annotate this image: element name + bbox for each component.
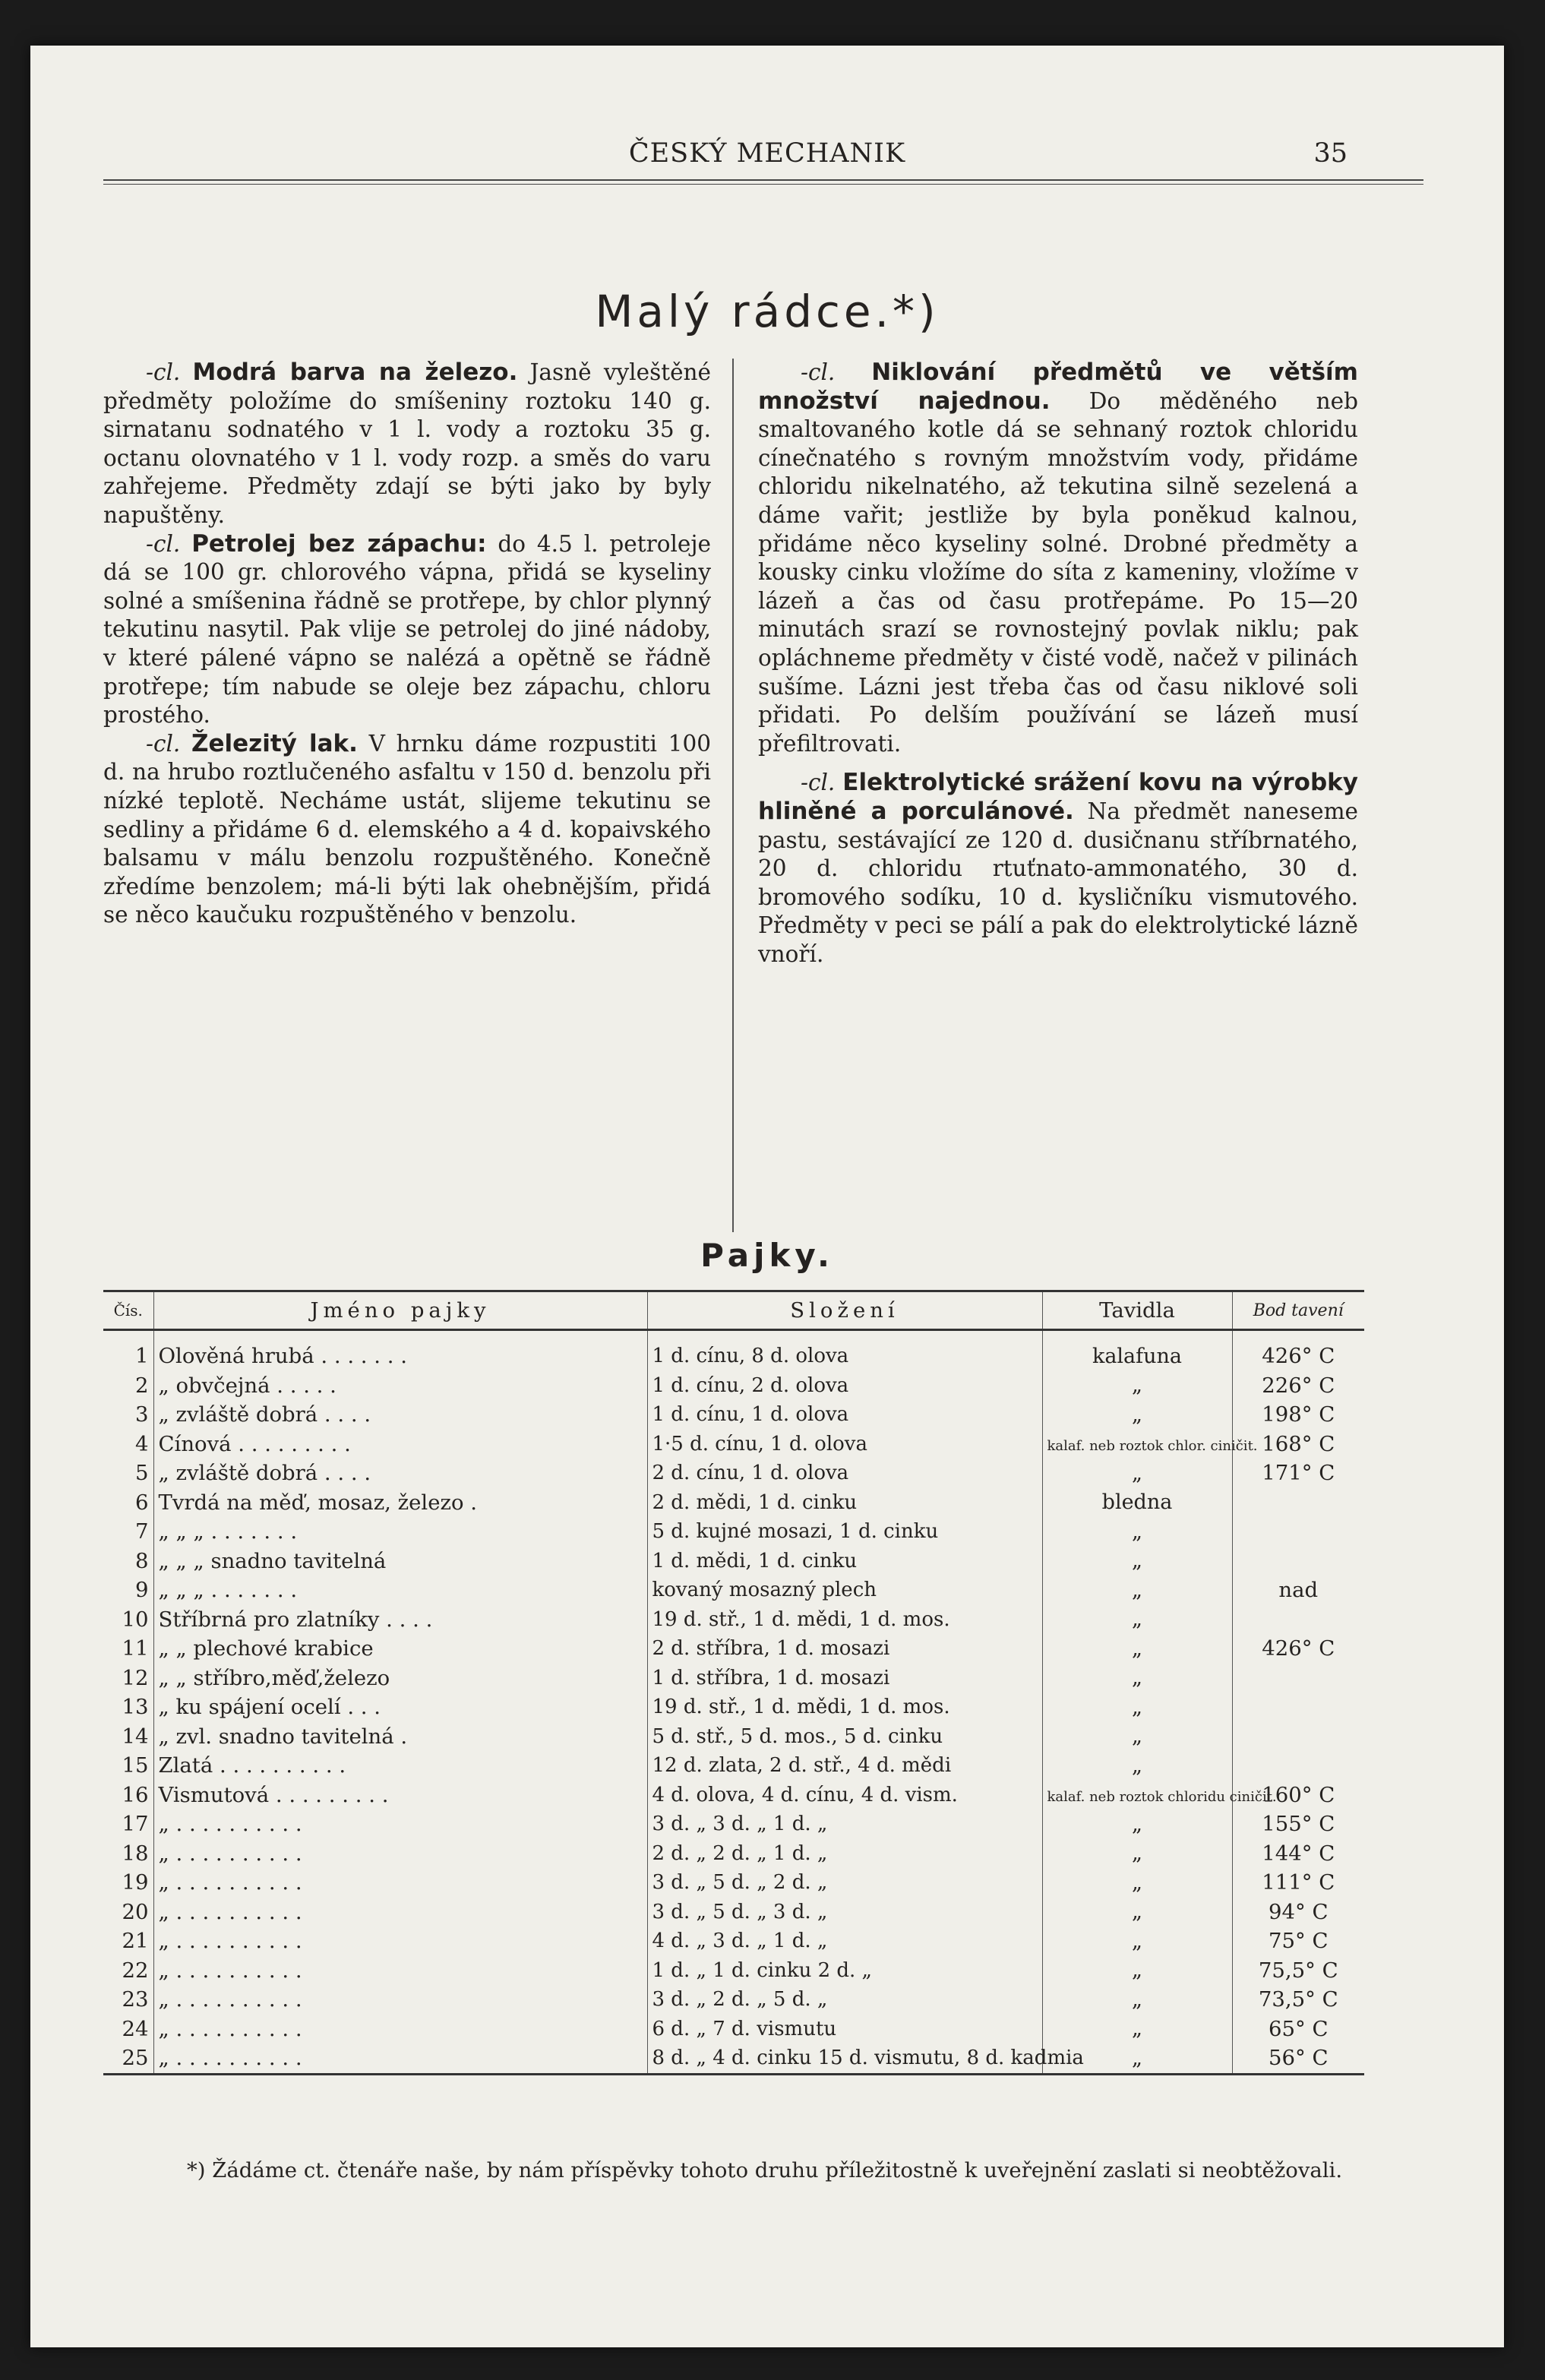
header-rule-thin bbox=[103, 184, 1423, 185]
row-number: 21 bbox=[122, 1929, 149, 1954]
flux: kalafuna bbox=[1042, 1342, 1232, 1371]
column-divider bbox=[732, 359, 734, 1232]
flux: „ bbox=[1042, 1634, 1232, 1664]
row-number: 20 bbox=[122, 1899, 149, 1924]
flux: „ bbox=[1042, 1868, 1232, 1898]
composition: 1 d. cínu, 2 d. olova bbox=[647, 1371, 1042, 1401]
melting-point: 198° C bbox=[1232, 1400, 1364, 1430]
table-row bbox=[103, 1751, 1364, 1781]
melting-point bbox=[1232, 1488, 1364, 1518]
solder-name: „ . . . . . . . . . . bbox=[153, 1956, 647, 1986]
solder-name: „ . . . . . . . . . . bbox=[153, 1868, 647, 1898]
flux: „ bbox=[1042, 1751, 1232, 1781]
melting-point: 426° C bbox=[1232, 1342, 1364, 1371]
flux: „ bbox=[1042, 1693, 1232, 1722]
flux: „ bbox=[1042, 1664, 1232, 1693]
row-number: 5 bbox=[135, 1461, 149, 1486]
flux-note: kalaf. neb roztok chloridu ciničit. bbox=[1047, 1789, 1277, 1806]
melting-point: 56° C bbox=[1232, 2043, 1364, 2074]
solder-name: „ . . . . . . . . . . bbox=[153, 1898, 647, 1927]
melting-point bbox=[1232, 1693, 1364, 1722]
row-number: 7 bbox=[135, 1519, 149, 1544]
melting-point: 75° C bbox=[1232, 1926, 1364, 1956]
table-row bbox=[103, 1459, 1364, 1488]
solder-name: „ „ „ . . . . . . . bbox=[153, 1576, 647, 1605]
composition: 4 d. olova, 4 d. cínu, 4 d. vism. bbox=[647, 1781, 1042, 1810]
table-body bbox=[103, 1330, 1364, 2075]
table-row bbox=[103, 1956, 1364, 1986]
article-paragraph bbox=[758, 769, 1358, 969]
solder-name: Stříbrná pro zlatníky . . . . bbox=[153, 1605, 647, 1635]
row-number: 4 bbox=[135, 1431, 149, 1456]
section-heading: Petrolej bez zápachu: bbox=[191, 529, 487, 558]
footnote bbox=[103, 2156, 1364, 2185]
melting-point bbox=[1232, 1664, 1364, 1693]
table-row bbox=[103, 1517, 1364, 1547]
melting-point bbox=[1232, 1547, 1364, 1576]
flux: „ bbox=[1042, 1605, 1232, 1635]
flux: „ bbox=[1042, 1400, 1232, 1430]
row-number: 24 bbox=[122, 2016, 149, 2041]
row-number: 17 bbox=[122, 1812, 149, 1837]
melting-point: 226° C bbox=[1232, 1371, 1364, 1401]
table-row bbox=[103, 1342, 1364, 1371]
composition: 12 d. zlata, 2 d. stř., 4 d. mědi bbox=[647, 1751, 1042, 1781]
solder-name: „ . . . . . . . . . . bbox=[153, 2015, 647, 2044]
column-header-number: Čís. bbox=[103, 1291, 153, 1330]
composition: 1 d. cínu, 1 d. olova bbox=[647, 1400, 1042, 1430]
flux: „ bbox=[1042, 1459, 1232, 1488]
composition: 6 d. „ 7 d. vismutu bbox=[647, 2015, 1042, 2044]
article-paragraph bbox=[103, 730, 711, 930]
table-row bbox=[103, 2043, 1364, 2074]
solder-name: „ zvl. snadno tavitelná . bbox=[153, 1722, 647, 1752]
melting-point: 94° C bbox=[1232, 1898, 1364, 1927]
flux: „ bbox=[1042, 1898, 1232, 1927]
solder-name: Cínová . . . . . . . . . bbox=[153, 1430, 647, 1459]
row-number: 22 bbox=[122, 1958, 149, 1983]
flux: „ bbox=[1042, 1809, 1232, 1839]
row-number: 11 bbox=[122, 1636, 149, 1661]
solder-name: „ . . . . . . . . . . bbox=[153, 1839, 647, 1869]
section-heading: Železitý lak. bbox=[191, 729, 358, 757]
table-row bbox=[103, 1722, 1364, 1752]
section-text: Do měděného neb smaltovaného kotle dá se sehnaný roztok chloridu cínečnatého s rovným množstvím vody, přidáme chloridu nikelnatého, až tekutina silně sezelená a dáme vařit; jestliže by byla poněkud kalnou, přidáme něco kyseliny solné. Drobné předměty a kousky cinku vložíme do síta z kameniny, vložíme v lázeň a čas od času protřepáme. Po 15—20 minutách srazí se rovnostejný povlak niklu; pak opláchneme předměty v čisté vodě, načež v pilinách sušíme. Lázni jest třeba čas od času niklové soli přidati. Po delším používání se lázeň musí přefiltrovati. bbox=[758, 387, 1358, 757]
section-marker: -cl. bbox=[146, 359, 181, 385]
table-row bbox=[103, 1371, 1364, 1401]
flux: „ bbox=[1042, 1371, 1232, 1401]
solder-name: „ . . . . . . . . . . bbox=[153, 1985, 647, 2015]
melting-point: 160° C bbox=[1232, 1781, 1364, 1810]
composition: 1 d. stříbra, 1 d. mosazi bbox=[647, 1664, 1042, 1693]
table-row bbox=[103, 1693, 1364, 1722]
column-header-melting-point: Bod tavení bbox=[1232, 1291, 1364, 1330]
composition: 1 d. „ 1 d. cinku 2 d. „ bbox=[647, 1956, 1042, 1986]
column-header-composition: Složení bbox=[647, 1291, 1042, 1330]
section-text: V hrnku dáme rozpustiti 100 d. na hrubo roztlučeného asfaltu v 150 d. benzolu při nízké teplotě. Necháme ustát, slijeme tekutinu se sedliny a přidáme 6 d. elemského a 4 d. kopaivského balsamu v málu benzolu rozpuštěného. Konečně zředíme benzolem; má-li býti lak ohebnějším, přidá se něco kaučuku rozpuštěného v benzolu. bbox=[103, 730, 711, 928]
solder-name: „ zvláště dobrá . . . . bbox=[153, 1400, 647, 1430]
table-row bbox=[103, 1664, 1364, 1693]
composition: 1 d. mědi, 1 d. cinku bbox=[647, 1547, 1042, 1576]
article-title: Malý rádce.*) bbox=[595, 286, 940, 337]
column-header-flux: Tavidla bbox=[1042, 1291, 1232, 1330]
melting-point bbox=[1232, 1751, 1364, 1781]
page-number: 35 bbox=[1313, 138, 1348, 169]
section-text: do 4.5 l. petroleje dá se 100 gr. chlorového vápna, přidá se kyseliny solné a smíšenina řádně se protřepe, by chlor plynný tekutinu nasytil. Pak vlije se petrolej do jiné nádoby, v které pálené vápno se nalézá a opětně se řádně protřepe; tím nabude se oleje bez zápachu, chloru prostého. bbox=[103, 530, 711, 729]
row-number: 8 bbox=[135, 1548, 149, 1573]
row-number: 18 bbox=[122, 1841, 149, 1866]
composition: 1·5 d. cínu, 1 d. olova bbox=[647, 1430, 1042, 1459]
row-number: 3 bbox=[135, 1402, 149, 1427]
composition: 8 d. „ 4 d. cinku 15 d. vismutu, 8 d. kadmia bbox=[647, 2043, 1042, 2074]
article-paragraph bbox=[103, 530, 711, 730]
flux: „ bbox=[1042, 1926, 1232, 1956]
row-number: 12 bbox=[122, 1665, 149, 1690]
melting-point bbox=[1232, 1605, 1364, 1635]
melting-point bbox=[1232, 1517, 1364, 1547]
flux bbox=[1042, 1430, 1258, 1459]
melting-point: nad bbox=[1232, 1576, 1364, 1605]
flux: „ bbox=[1042, 1956, 1232, 1986]
melting-point: 168° C bbox=[1232, 1430, 1364, 1459]
table-row bbox=[103, 1985, 1364, 2015]
section-marker: -cl. bbox=[801, 770, 836, 796]
header-rule bbox=[103, 179, 1423, 181]
table-row bbox=[103, 1430, 1364, 1459]
article-paragraph bbox=[103, 359, 711, 530]
footnote-text: *) Žádáme ct. čtenáře naše, by nám příspěvky tohoto druhu příležitostně k uveřejnění zaslati si neobtěžovali. bbox=[187, 2158, 1343, 2182]
row-number: 16 bbox=[122, 1782, 149, 1807]
composition: 3 d. „ 5 d. „ 2 d. „ bbox=[647, 1868, 1042, 1898]
table-row bbox=[103, 1488, 1364, 1518]
solder-table bbox=[103, 1290, 1364, 2075]
solder-name: „ zvláště dobrá . . . . bbox=[153, 1459, 647, 1488]
solder-name: Vismutová . . . . . . . . . bbox=[153, 1781, 647, 1810]
row-number: 13 bbox=[122, 1695, 149, 1720]
solder-name: „ . . . . . . . . . . bbox=[153, 1926, 647, 1956]
melting-point: 65° C bbox=[1232, 2015, 1364, 2044]
composition: 19 d. stř., 1 d. mědi, 1 d. mos. bbox=[647, 1693, 1042, 1722]
composition: kovaný mosazný plech bbox=[647, 1576, 1042, 1605]
row-number: 25 bbox=[103, 2043, 153, 2074]
page-sheet bbox=[30, 46, 1504, 2347]
flux: bledna bbox=[1042, 1488, 1232, 1518]
composition: 5 d. kujné mosazi, 1 d. cinku bbox=[647, 1517, 1042, 1547]
table-row bbox=[103, 1781, 1364, 1810]
composition: 3 d. „ 2 d. „ 5 d. „ bbox=[647, 1985, 1042, 2015]
flux: „ bbox=[1042, 1722, 1232, 1752]
melting-point: 75,5° C bbox=[1232, 1956, 1364, 1986]
melting-point: 155° C bbox=[1232, 1809, 1364, 1839]
table-row bbox=[103, 1868, 1364, 1898]
column-header-name: Jméno pajky bbox=[153, 1291, 647, 1330]
section-marker: -cl. bbox=[146, 530, 181, 557]
melting-point: 144° C bbox=[1232, 1839, 1364, 1869]
table-header-row bbox=[103, 1291, 1364, 1330]
melting-point: 111° C bbox=[1232, 1868, 1364, 1898]
flux: „ bbox=[1042, 1985, 1232, 2015]
solder-name: „ „ „ snadno tavitelná bbox=[153, 1547, 647, 1576]
row-number: 15 bbox=[122, 1753, 149, 1778]
composition: 2 d. mědi, 1 d. cinku bbox=[647, 1488, 1042, 1518]
table-row bbox=[103, 1926, 1364, 1956]
row-number: 9 bbox=[135, 1578, 149, 1603]
melting-point: 73,5° C bbox=[1232, 1985, 1364, 2015]
solder-name: „ „ stříbro,měď,železo bbox=[153, 1664, 647, 1693]
row-number: 2 bbox=[135, 1373, 149, 1398]
table-row bbox=[103, 1809, 1364, 1839]
row-number: 1 bbox=[135, 1344, 149, 1369]
flux bbox=[1042, 1781, 1277, 1810]
row-number: 14 bbox=[122, 1724, 149, 1749]
composition: 4 d. „ 3 d. „ 1 d. „ bbox=[647, 1926, 1042, 1956]
table-row bbox=[103, 1547, 1364, 1576]
flux: „ bbox=[1042, 1576, 1232, 1605]
composition: 2 d. „ 2 d. „ 1 d. „ bbox=[647, 1839, 1042, 1869]
composition: 3 d. „ 5 d. „ 3 d. „ bbox=[647, 1898, 1042, 1927]
row-number: 6 bbox=[135, 1490, 149, 1515]
table-row bbox=[103, 2015, 1364, 2044]
melting-point bbox=[1232, 1722, 1364, 1752]
table-row bbox=[103, 1576, 1364, 1605]
section-heading: Modrá barva na železo. bbox=[192, 359, 518, 386]
row-number: 23 bbox=[122, 1987, 149, 2012]
section-marker: -cl. bbox=[146, 730, 181, 757]
melting-point: 426° C bbox=[1232, 1634, 1364, 1664]
section-marker: -cl. bbox=[801, 359, 836, 385]
flux: „ bbox=[1042, 1547, 1232, 1576]
solder-name: Olověná hrubá . . . . . . . bbox=[153, 1342, 647, 1371]
table-row bbox=[103, 1898, 1364, 1927]
flux: „ bbox=[1042, 2015, 1232, 2044]
solder-name: „ . . . . . . . . . . bbox=[153, 2043, 647, 2074]
table-row bbox=[103, 1634, 1364, 1664]
article-paragraph bbox=[758, 359, 1358, 758]
row-number: 19 bbox=[122, 1870, 149, 1895]
table-row bbox=[103, 1839, 1364, 1869]
solder-name: Zlatá . . . . . . . . . . bbox=[153, 1751, 647, 1781]
flux-note: kalaf. neb roztok chlor. ciničit. bbox=[1047, 1438, 1258, 1455]
running-header-title: ČESKÝ MECHANIK bbox=[628, 138, 906, 169]
flux: „ bbox=[1042, 2043, 1232, 2074]
section-text: Na předmět naneseme pastu, sestávající ze 120 d. dusičnanu stříbrnatého, 20 d. chloridu rtuťnato-ammonatého, 30 d. bromového sodíku, 10 d. kysličníku vismutového. Předměty v peci se pálí a pak do elektrolytické lázně vnoří. bbox=[758, 798, 1358, 967]
composition: 5 d. stř., 5 d. mos., 5 d. cinku bbox=[647, 1722, 1042, 1752]
solder-name: „ obvčejná . . . . . bbox=[153, 1371, 647, 1401]
section-heading: Elektrolytické srážení kovu na výrobky hliněné a porculánové. bbox=[758, 769, 1358, 825]
right-column bbox=[758, 359, 1358, 969]
solder-name: „ „ „ . . . . . . . bbox=[153, 1517, 647, 1547]
flux: „ bbox=[1042, 1839, 1232, 1869]
row-number: 10 bbox=[122, 1607, 149, 1632]
composition: 2 d. stříbra, 1 d. mosazi bbox=[647, 1634, 1042, 1664]
left-column bbox=[103, 359, 711, 930]
flux: „ bbox=[1042, 1517, 1232, 1547]
composition: 2 d. cínu, 1 d. olova bbox=[647, 1459, 1042, 1488]
section-heading: Niklování předmětů ve větším množství najednou. bbox=[758, 359, 1358, 415]
solder-name: „ ku spájení ocelí . . . bbox=[153, 1693, 647, 1722]
composition: 19 d. stř., 1 d. mědi, 1 d. mos. bbox=[647, 1605, 1042, 1635]
composition: 3 d. „ 3 d. „ 1 d. „ bbox=[647, 1809, 1042, 1839]
solder-name: „ „ plechové krabice bbox=[153, 1634, 647, 1664]
solder-name: „ . . . . . . . . . . bbox=[153, 1809, 647, 1839]
table-row bbox=[103, 1605, 1364, 1635]
melting-point: 171° C bbox=[1232, 1459, 1364, 1488]
composition: 1 d. cínu, 8 d. olova bbox=[647, 1342, 1042, 1371]
solder-name: Tvrdá na měď, mosaz, železo . bbox=[153, 1488, 647, 1518]
table-row bbox=[103, 1400, 1364, 1430]
table-title: Pajky. bbox=[700, 1237, 834, 1274]
section-text: Jasně vyleštěné předměty položíme do smíšeniny roztoku 140 g. sirnatanu sodnatého v 1 l. vody a roztoku 35 g. octanu olovnatého v 1 l. vody rozp. a směs do varu zahřejeme. Předměty zdají se býti jako by byly napuštěny. bbox=[103, 359, 711, 528]
